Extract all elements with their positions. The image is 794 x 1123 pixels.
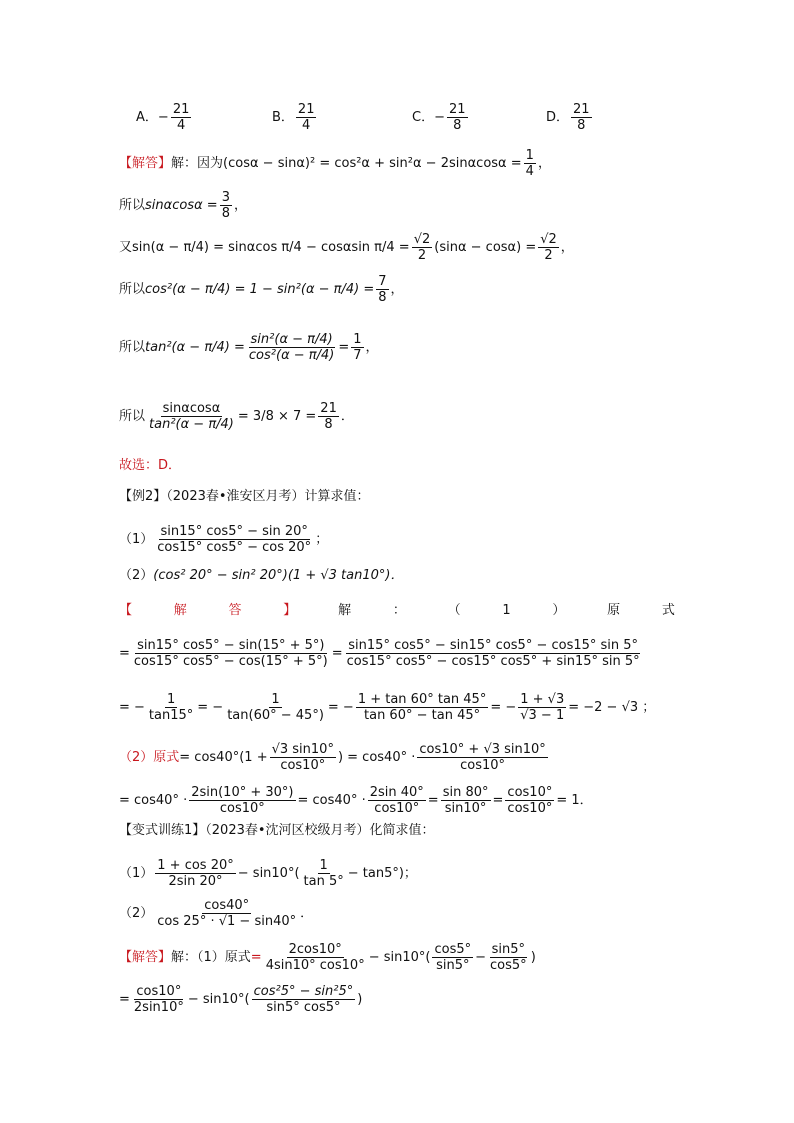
line4-end: ， xyxy=(390,282,404,297)
choice-d-fraction xyxy=(571,102,592,133)
q1-label: （1） xyxy=(119,532,154,547)
choice-d-label: D． xyxy=(546,110,570,125)
v-q2-frac xyxy=(155,898,298,929)
choice-c-fraction xyxy=(447,102,468,133)
p3-d4: cos10° xyxy=(507,801,553,816)
answer1-num: 1 xyxy=(525,148,534,163)
line3-end: ， xyxy=(560,240,574,255)
choices-row xyxy=(0,102,794,136)
choice-d-num: 21 xyxy=(573,102,590,117)
a2l2-n1: 1 xyxy=(166,692,176,707)
answer1-line5: 所以tan²(α − π/4) = $\frac{\text{sin²(α − π/4)}}{\text{cos²(α − π/4)}}$ = $\frac{1}{7}$ ， xyxy=(119,332,379,363)
a3-frac1 xyxy=(264,942,367,973)
line3-expr: sin(α − π/4) = sinαcos π/4 − cosαsin π/4 = xyxy=(132,240,410,255)
header-part: 1 xyxy=(502,603,511,618)
q1-num: sin15° cos5° − sin 20° xyxy=(160,524,308,539)
answer2-part2-line1 xyxy=(119,742,550,773)
a2l2-d1: tan15° xyxy=(148,708,194,723)
line4-den: 8 xyxy=(378,290,387,305)
a2l2-n4: 1 + √3 xyxy=(520,692,565,707)
p3-n4: cos10° xyxy=(507,785,553,800)
a3l2-end: ) xyxy=(357,992,363,1007)
a3l2-n2: cos²5° − sin²5° xyxy=(253,984,354,999)
header-part: 式 xyxy=(661,603,675,618)
choice-a-label: A． xyxy=(136,110,158,125)
header-part: 解 xyxy=(338,603,352,618)
choice-c-sign: − xyxy=(434,110,445,125)
a3-eq: = xyxy=(250,950,262,965)
line2-num: 3 xyxy=(221,190,230,205)
variant1-title: 【变式训练1】（2023春•沈河区校级月考）化简求值： xyxy=(119,823,435,838)
header-part: ） xyxy=(552,603,566,618)
answer1-line1 xyxy=(119,148,551,179)
a3-d3: cos5° xyxy=(490,958,527,973)
p2-frac1 xyxy=(270,742,336,773)
answer1-expr: (cosα − sinα)² = cos²α + sin²α − 2sinαcosα = xyxy=(223,156,522,171)
answer2-line2: = − $\frac{1}{\tan 15^\circ}$ = − $\frac{1}{\tan(60^\circ - 45^\circ)}$ = − $\frac{1 + \tan 60^\circ \tan 45^\circ}{\tan 60^\circ - \tan 45^\circ}$ = − $\frac{1 + √3}{√3 - 1}$ = −2 − √3 ； xyxy=(119,692,656,723)
line3-frac2 xyxy=(538,232,559,263)
choice-a-den: 4 xyxy=(176,118,186,133)
a3-d1: 4sin10° cos10° xyxy=(265,958,365,973)
a3-frac3 xyxy=(488,942,529,973)
v-q1-mid: − sin10°( xyxy=(237,866,300,881)
a3-prefix: 解：（1）原式 xyxy=(171,950,251,965)
answer1-conclusion: 故选：D． xyxy=(119,458,182,473)
header-part: 【 xyxy=(119,603,133,618)
answer1-line2 xyxy=(119,190,247,221)
answer2-header xyxy=(119,603,675,619)
v-q1-frac2 xyxy=(302,858,346,889)
header-part: （ xyxy=(447,603,461,618)
line2-frac xyxy=(220,190,232,221)
p3-frac4 xyxy=(505,785,554,816)
v-q2-end: ． xyxy=(300,906,314,921)
choice-b-den: 4 xyxy=(302,118,311,133)
a3l2-frac2 xyxy=(252,984,356,1015)
line5-res-den: 7 xyxy=(353,348,362,363)
p2-d2: cos10° xyxy=(460,758,506,773)
line2-expr: sinαcosα = xyxy=(145,198,218,213)
a3l2-mid: − sin10°( xyxy=(187,992,250,1007)
q2-label: （2） xyxy=(119,568,154,583)
header-part: ： xyxy=(392,603,406,618)
a3l2-d1: 2sin10° xyxy=(133,1000,184,1015)
a2l2-d3: tan 60° − tan 45° xyxy=(364,708,481,723)
p2-frac2 xyxy=(417,742,547,773)
p3-n3: sin 80° xyxy=(442,785,489,800)
p3-expr2: = cos40° · xyxy=(297,793,366,808)
a2l1-frac1 xyxy=(132,638,330,669)
answer-tag: 【解答】 xyxy=(119,156,172,171)
line5-end: ， xyxy=(365,340,379,355)
variant1-q1 xyxy=(119,858,417,889)
p2-n2: cos10° + √3 sin10° xyxy=(419,742,546,757)
header-part: 】 xyxy=(283,603,297,618)
line5-res-num: 1 xyxy=(353,332,362,347)
p2-expr2: ) = cos40° · xyxy=(337,750,416,765)
line5-res xyxy=(351,332,363,363)
a2l2-n2: 1 xyxy=(271,692,280,707)
p3-frac3 xyxy=(441,785,491,816)
v-q2-den: cos 25° · √1 − sin40° xyxy=(157,914,297,929)
line3-num: √2 xyxy=(413,232,431,247)
line2-prefix: 所以 xyxy=(119,198,146,213)
example2-q2 xyxy=(119,568,403,584)
p3-frac2 xyxy=(368,785,426,816)
line6-res-den: 8 xyxy=(324,417,333,432)
a2l2-frac2 xyxy=(225,692,326,723)
a2l1-n1: sin15° cos5° − sin(15° + 5°) xyxy=(137,638,325,653)
answer3-tag: 【解答】 xyxy=(119,950,172,965)
choice-b xyxy=(272,102,318,133)
p2-label: （2）原式 xyxy=(119,750,180,765)
line5-frac xyxy=(247,332,336,363)
v-q1-den: 2sin 20° xyxy=(168,874,223,889)
example2-title: 【例2】（2023春•淮安区月考）计算求值： xyxy=(119,489,370,504)
line5-prefix: 所以 xyxy=(119,340,146,355)
v-q2-num: cos40° xyxy=(204,898,250,913)
line6-num: sinαcosα xyxy=(162,401,221,416)
p3-expr1: = cos40° · xyxy=(119,793,188,808)
q1-end: ； xyxy=(315,532,329,547)
choice-a xyxy=(136,102,193,133)
line3-prefix: 又 xyxy=(119,240,133,255)
line6-res xyxy=(318,401,339,432)
header-part: 原 xyxy=(607,603,621,618)
choice-b-label: B． xyxy=(272,110,294,125)
a3l2-frac1 xyxy=(132,984,186,1015)
answer3-line1 xyxy=(119,942,536,973)
a3-n1: 2cos10° xyxy=(288,942,342,957)
q1-frac xyxy=(155,524,313,555)
line3-mid: (sinα − cosα) = xyxy=(434,240,537,255)
v-q1-num: 1 + cos 20° xyxy=(157,858,234,873)
choice-b-num: 21 xyxy=(297,102,315,117)
answer2-line1: = $\frac{\sin 15^\circ \cos 5^\circ - \sin(15^\circ + 5^\circ)}{\cos 15^\circ \cos 5^\circ - \cos(15^\circ + 5^\circ)}$ = $\frac{\sin 15^\circ \cos 5^\circ - \sin 15^\circ \cos 5^\circ - \cos 15^\circ \sin 5^\circ}{\cos 15^\circ \cos 5^\circ - \cos 15^\circ \cos 5^\circ + \sin 15^\circ \sin 5^\circ}$ xyxy=(119,638,640,669)
a3l2-n1: cos10° xyxy=(136,984,182,999)
line5-expr: tan²(α − π/4) = xyxy=(145,340,245,355)
answer1-end: ， xyxy=(537,156,551,171)
p2-d1: cos10° xyxy=(280,758,326,773)
a2l1-d1: cos15° cos5° − cos(15° + 5°) xyxy=(133,654,328,669)
q1-den: cos15° cos5° − cos 20° xyxy=(157,540,312,555)
a3-n3: sin5° xyxy=(491,942,526,957)
answer3-line2 xyxy=(119,984,362,1015)
a2l2-frac1 xyxy=(147,692,195,723)
choice-c-label: C． xyxy=(412,110,435,125)
p3-d3: sin10° xyxy=(444,801,487,816)
p3-n1: 2sin(10° + 30°) xyxy=(191,785,294,800)
line4-prefix: 所以 xyxy=(119,282,146,297)
p3-d1: cos10° xyxy=(219,801,265,816)
choice-c-den: 8 xyxy=(453,118,462,133)
line2-end: ， xyxy=(233,198,247,213)
line6-prefix: 所以 xyxy=(119,409,146,424)
p2-expr1: = cos40°(1 + xyxy=(179,750,268,765)
a3-d2: sin5° xyxy=(436,958,470,973)
line4-num: 7 xyxy=(378,274,387,289)
a3l2-eq: = xyxy=(119,992,130,1007)
a2l2-end: = −2 − √3 ； xyxy=(568,700,656,715)
answer2-part2-line2: = cos40° · $\frac{2\sin(10^\circ + 30^\circ)}{\cos 10^\circ}$ = cos40° · $\frac{2\sin 40^\circ}{\cos 10^\circ}$ = $\frac{\sin 80^\circ}{\sin 10^\circ}$ = $\frac{\cos 10^\circ}{\cos 10^\circ}$ = 1． xyxy=(119,785,593,816)
p3-frac1 xyxy=(189,785,295,816)
p3-n2: 2sin 40° xyxy=(369,785,424,800)
choice-c xyxy=(412,102,470,133)
line6-frac xyxy=(147,401,236,432)
a2l2-n3: 1 + tan 60° tan 45° xyxy=(357,692,487,707)
a2l2-d4: √3 − 1 xyxy=(520,708,565,723)
choice-b-fraction xyxy=(296,102,317,133)
a3-end: ) xyxy=(530,950,536,965)
answer1-line3 xyxy=(119,232,574,263)
answer1-prefix: 解：因为 xyxy=(171,156,224,171)
q2-expr: (cos² 20° − sin² 20°)(1 + √3 tan10°)． xyxy=(153,568,404,583)
example2-q1 xyxy=(119,524,328,555)
choice-c-num: 21 xyxy=(448,102,466,117)
line5-num: sin²(α − π/4) xyxy=(250,332,333,347)
header-part: 解 xyxy=(173,603,187,618)
choice-d-den: 8 xyxy=(577,118,586,133)
choice-d xyxy=(546,102,594,133)
line4-frac xyxy=(376,274,388,305)
line6-res-num: 21 xyxy=(320,401,337,416)
p3-d2: cos10° xyxy=(374,801,420,816)
a2l1-d2: cos15° cos5° − cos15° cos5° + sin15° sin 5° xyxy=(346,654,640,669)
a3-frac2 xyxy=(432,942,473,973)
line4-expr: cos²(α − π/4) = 1 − sin²(α − π/4) = xyxy=(145,282,375,297)
p2-n1: √3 sin10° xyxy=(271,742,334,757)
v-q1-frac1 xyxy=(155,858,235,889)
a2l1-frac2 xyxy=(345,638,642,669)
a3-n2: cos5° xyxy=(434,942,472,957)
v-q1-d2: tan 5° xyxy=(303,874,344,889)
a2l2-d2: tan(60° − 45°) xyxy=(227,708,324,723)
header-part: 答 xyxy=(228,603,242,618)
a2l1-n2: sin15° cos5° − sin15° cos5° − cos15° sin 5° xyxy=(348,638,639,653)
v-q1-label: （1） xyxy=(119,866,154,881)
answer1-den: 4 xyxy=(525,164,534,179)
a3-minus: − xyxy=(475,950,487,965)
line3-den: 2 xyxy=(417,248,427,263)
v-q1-n2: 1 xyxy=(319,858,328,873)
line6-expr: = 3/8 × 7 = xyxy=(237,409,317,424)
line6-den: tan²(α − π/4) xyxy=(149,417,234,432)
a3-mid: − sin10°( xyxy=(368,950,431,965)
choice-a-num: 21 xyxy=(172,102,190,117)
v-q2-label: （2） xyxy=(119,906,154,921)
p3-end: = 1． xyxy=(556,793,593,808)
line3-den2: 2 xyxy=(544,248,553,263)
a3l2-d2: sin5° cos5° xyxy=(266,1000,341,1015)
line5-den: cos²(α − π/4) xyxy=(248,348,335,363)
a2l2-frac4 xyxy=(518,692,566,723)
choice-a-fraction xyxy=(171,102,192,133)
v-q1-end: − tan5°)； xyxy=(347,866,417,881)
line2-den: 8 xyxy=(221,206,230,221)
line6-end: ． xyxy=(340,409,354,424)
a2l2-frac3 xyxy=(356,692,489,723)
choice-a-sign: − xyxy=(157,110,169,125)
line3-frac xyxy=(412,232,433,263)
line3-num2: √2 xyxy=(540,232,557,247)
answer1-line4 xyxy=(119,274,404,305)
answer1-frac xyxy=(524,148,536,179)
answer1-line6 xyxy=(119,401,354,432)
variant1-q2 xyxy=(119,898,313,929)
